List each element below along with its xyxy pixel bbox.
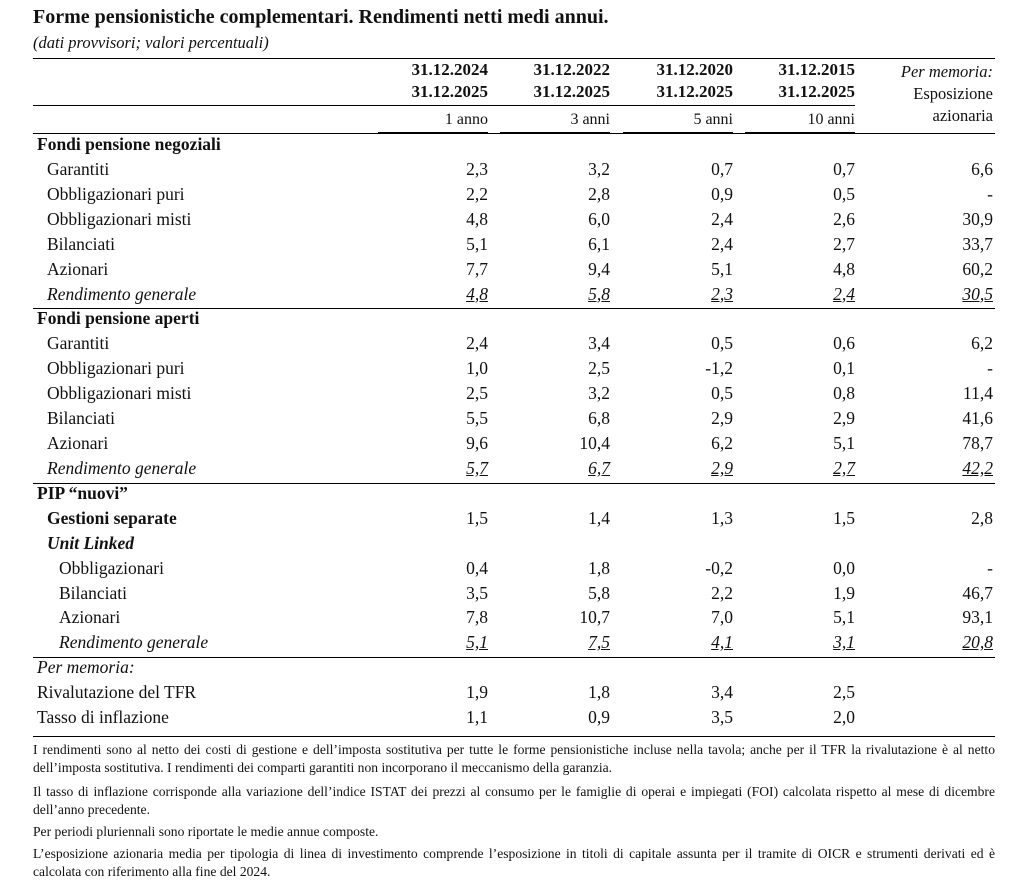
table-row bbox=[0, 184, 1024, 209]
cell-value: 2,2 bbox=[466, 183, 488, 204]
cell-value: 0,7 bbox=[711, 158, 733, 179]
cell-value: 2,5 bbox=[588, 358, 610, 379]
table-row bbox=[0, 209, 1024, 234]
cell-value: 3,4 bbox=[711, 682, 733, 703]
cell-value: 10,7 bbox=[579, 607, 610, 628]
row-label: Garantiti bbox=[47, 158, 110, 179]
cell-value: 5,1 bbox=[833, 433, 855, 454]
column-header-rule bbox=[33, 105, 855, 106]
period-label-2: 3 anni bbox=[570, 111, 610, 128]
row-label: Tasso di inflazione bbox=[37, 707, 169, 728]
row-label: Obbligazionari misti bbox=[47, 383, 192, 404]
table-row bbox=[0, 333, 1024, 358]
note-2: Il tasso di inflazione corrisponde alla variazione dell’indice ISTAT dei prezzi al consumo per le famiglie di operai e impiegati (FOI) calcolata rispetto al mese di dicembre dell’anno precedente. bbox=[33, 784, 995, 817]
cell-value: 10,4 bbox=[579, 433, 610, 454]
cell-memo: - bbox=[987, 183, 993, 204]
cell-value: 3,2 bbox=[588, 383, 610, 404]
cell-value: 9,6 bbox=[466, 433, 488, 454]
cell-value: 2,2 bbox=[711, 582, 733, 603]
cell-value: 5,5 bbox=[466, 408, 488, 429]
cell-value: 5,1 bbox=[466, 632, 488, 653]
table-row bbox=[0, 308, 1024, 333]
cell-value: 1,3 bbox=[711, 507, 733, 528]
cell-memo: 2,8 bbox=[971, 507, 993, 528]
cell-value: 3,2 bbox=[588, 158, 610, 179]
cell-value: 0,5 bbox=[833, 183, 855, 204]
column-header-4 bbox=[745, 59, 855, 103]
cell-value: 5,7 bbox=[466, 457, 488, 478]
memo-column-header bbox=[863, 61, 993, 127]
cell-value: 2,5 bbox=[466, 383, 488, 404]
cell-memo: - bbox=[987, 557, 993, 578]
table-row bbox=[0, 607, 1024, 632]
cell-value: 2,4 bbox=[833, 283, 855, 304]
cell-memo: 6,2 bbox=[971, 333, 993, 354]
cell-memo: 11,4 bbox=[963, 383, 993, 404]
cell-value: 1,9 bbox=[833, 582, 855, 603]
column-header-from: 31.12.2015 bbox=[778, 60, 855, 79]
column-header-to: 31.12.2025 bbox=[533, 82, 610, 101]
row-label: Fondi pensione negoziali bbox=[37, 134, 221, 154]
cell-memo: 60,2 bbox=[962, 258, 993, 279]
column-header-from: 31.12.2022 bbox=[533, 60, 610, 79]
row-label: Obbligazionari puri bbox=[47, 358, 185, 379]
cell-value: 5,8 bbox=[588, 283, 610, 304]
cell-value: 4,8 bbox=[833, 258, 855, 279]
cell-value: 2,9 bbox=[711, 408, 733, 429]
row-label: Rivalutazione del TFR bbox=[37, 682, 197, 703]
memo-header-line3: azionaria bbox=[932, 106, 993, 125]
cell-value: 0,0 bbox=[833, 557, 855, 578]
table-row bbox=[0, 583, 1024, 608]
row-label: Azionari bbox=[47, 258, 109, 279]
cell-memo: 78,7 bbox=[962, 433, 993, 454]
table-row bbox=[0, 707, 1024, 732]
cell-value: 5,1 bbox=[466, 233, 488, 254]
row-label: Rendimento generale bbox=[47, 457, 197, 478]
table-row bbox=[0, 508, 1024, 533]
note-1: I rendimenti sono al netto dei costi di gestione e dell’imposta sostitutiva per tutte le forme pensionistiche incluse nella tavola; anche per il TFR la rivalutazione è al netto dell’imposta sostitutiva. I rendimenti dei comparti garantiti non incorporano il meccanismo della garanzia. bbox=[33, 742, 995, 775]
cell-value: 7,0 bbox=[711, 607, 733, 628]
cell-value: 2,9 bbox=[711, 457, 733, 478]
cell-value: 5,1 bbox=[833, 607, 855, 628]
cell-value: 9,4 bbox=[588, 258, 610, 279]
cell-value: 2,0 bbox=[833, 707, 855, 728]
row-label: PIP “nuovi” bbox=[37, 482, 128, 503]
row-label: Bilanciati bbox=[47, 408, 116, 429]
row-label: Bilanciati bbox=[59, 582, 128, 603]
cell-memo: - bbox=[987, 358, 993, 379]
table-row bbox=[0, 458, 1024, 483]
cell-value: 2,7 bbox=[833, 233, 855, 254]
cell-value: 1,9 bbox=[466, 682, 488, 703]
cell-value: 0,7 bbox=[833, 158, 855, 179]
table-row bbox=[0, 284, 1024, 309]
cell-value: 4,8 bbox=[466, 208, 488, 229]
table-row bbox=[0, 657, 1024, 682]
page-title: Forme pensionistiche complementari. Rendimenti netti medi annui. bbox=[33, 6, 609, 28]
row-label: Per memoria: bbox=[37, 657, 135, 678]
cell-value: 4,1 bbox=[711, 632, 733, 653]
column-header-to: 31.12.2025 bbox=[656, 82, 733, 101]
cell-value: 0,1 bbox=[833, 358, 855, 379]
cell-value: 0,6 bbox=[833, 333, 855, 354]
row-label: Obbligazionari misti bbox=[47, 208, 192, 229]
row-label: Obbligazionari bbox=[59, 557, 164, 578]
cell-memo: 41,6 bbox=[962, 408, 993, 429]
cell-value: 7,8 bbox=[466, 607, 488, 628]
table-row bbox=[0, 259, 1024, 284]
cell-memo: 30,5 bbox=[962, 283, 993, 304]
row-label: Bilanciati bbox=[47, 233, 116, 254]
cell-value: 0,9 bbox=[588, 707, 610, 728]
column-header-to: 31.12.2025 bbox=[411, 82, 488, 101]
column-header-1 bbox=[378, 59, 488, 103]
table-row bbox=[0, 134, 1024, 159]
row-label: Azionari bbox=[47, 433, 109, 454]
cell-value: 2,4 bbox=[711, 233, 733, 254]
cell-value: 3,1 bbox=[833, 632, 855, 653]
cell-value: 1,4 bbox=[588, 507, 610, 528]
row-label: Fondi pensione aperti bbox=[37, 308, 200, 329]
cell-memo: 30,9 bbox=[962, 208, 993, 229]
cell-value: 1,8 bbox=[588, 682, 610, 703]
cell-value: 4,8 bbox=[466, 283, 488, 304]
cell-value: -0,2 bbox=[705, 557, 733, 578]
memo-header-line2: Esposizione bbox=[913, 84, 993, 103]
table-row bbox=[0, 483, 1024, 508]
table-row bbox=[0, 433, 1024, 458]
note-4: L’esposizione azionaria media per tipologia di linea di investimento comprende l’esposizione in titoli di capitale assunta per il tramite di OICR e strumenti derivati ed è calcolata con riferimento alla fine del 2024. bbox=[33, 846, 995, 879]
cell-value: 0,5 bbox=[711, 383, 733, 404]
cell-value: 2,3 bbox=[711, 283, 733, 304]
cell-value: 2,7 bbox=[833, 457, 855, 478]
cell-memo: 6,6 bbox=[971, 158, 993, 179]
cell-value: 6,2 bbox=[711, 433, 733, 454]
cell-memo: 20,8 bbox=[962, 632, 993, 653]
column-header-from: 31.12.2020 bbox=[656, 60, 733, 79]
cell-value: 2,5 bbox=[833, 682, 855, 703]
row-label: Rendimento generale bbox=[59, 632, 209, 653]
cell-value: 6,7 bbox=[588, 457, 610, 478]
cell-memo: 42,2 bbox=[962, 457, 993, 478]
page-subtitle: (dati provvisori; valori percentuali) bbox=[33, 33, 269, 52]
cell-value: -1,2 bbox=[705, 358, 733, 379]
row-label: Gestioni separate bbox=[47, 507, 177, 528]
cell-value: 0,5 bbox=[711, 333, 733, 354]
cell-value: 6,1 bbox=[588, 233, 610, 254]
cell-value: 2,9 bbox=[833, 408, 855, 429]
table-row bbox=[0, 408, 1024, 433]
table-row bbox=[0, 159, 1024, 184]
note-3: Per periodi pluriennali sono riportate le medie annue composte. bbox=[33, 824, 379, 839]
period-label-4: 10 anni bbox=[807, 111, 855, 128]
cell-value: 1,1 bbox=[466, 707, 488, 728]
cell-value: 5,1 bbox=[711, 258, 733, 279]
column-header-from: 31.12.2024 bbox=[411, 60, 488, 79]
table-row bbox=[0, 533, 1024, 558]
cell-memo: 46,7 bbox=[962, 582, 993, 603]
row-label: Azionari bbox=[59, 607, 121, 628]
table-row bbox=[0, 383, 1024, 408]
cell-memo: 33,7 bbox=[962, 233, 993, 254]
cell-value: 2,3 bbox=[466, 158, 488, 179]
period-label-1: 1 anno bbox=[444, 111, 488, 128]
cell-value: 1,5 bbox=[466, 507, 488, 528]
cell-value: 0,9 bbox=[711, 183, 733, 204]
period-label-3: 5 anni bbox=[693, 111, 733, 128]
column-header-3 bbox=[623, 59, 733, 103]
cell-value: 2,4 bbox=[711, 208, 733, 229]
cell-value: 2,8 bbox=[588, 183, 610, 204]
cell-value: 1,0 bbox=[466, 358, 488, 379]
column-header-2 bbox=[500, 59, 610, 103]
table-row bbox=[0, 358, 1024, 383]
cell-value: 0,4 bbox=[466, 557, 488, 578]
column-header-to: 31.12.2025 bbox=[778, 82, 855, 101]
memo-header-line1: Per memoria: bbox=[900, 62, 993, 81]
cell-value: 1,5 bbox=[833, 507, 855, 528]
row-label: Unit Linked bbox=[47, 532, 135, 553]
cell-value: 7,7 bbox=[466, 258, 488, 279]
table-bottom-rule bbox=[33, 736, 995, 737]
cell-value: 2,6 bbox=[833, 208, 855, 229]
row-label: Obbligazionari puri bbox=[47, 183, 185, 204]
cell-memo: 93,1 bbox=[962, 607, 993, 628]
cell-value: 3,4 bbox=[588, 333, 610, 354]
row-label: Garantiti bbox=[47, 333, 110, 354]
cell-value: 0,8 bbox=[833, 383, 855, 404]
cell-value: 6,0 bbox=[588, 208, 610, 229]
table-row bbox=[0, 558, 1024, 583]
cell-value: 2,4 bbox=[466, 333, 488, 354]
table-row bbox=[0, 632, 1024, 657]
cell-value: 3,5 bbox=[711, 707, 733, 728]
cell-value: 5,8 bbox=[588, 582, 610, 603]
cell-value: 1,8 bbox=[588, 557, 610, 578]
cell-value: 7,5 bbox=[588, 632, 610, 653]
cell-value: 3,5 bbox=[466, 582, 488, 603]
table-row bbox=[0, 682, 1024, 707]
row-label: Rendimento generale bbox=[47, 283, 197, 304]
cell-value: 6,8 bbox=[588, 408, 610, 429]
table-row bbox=[0, 234, 1024, 259]
